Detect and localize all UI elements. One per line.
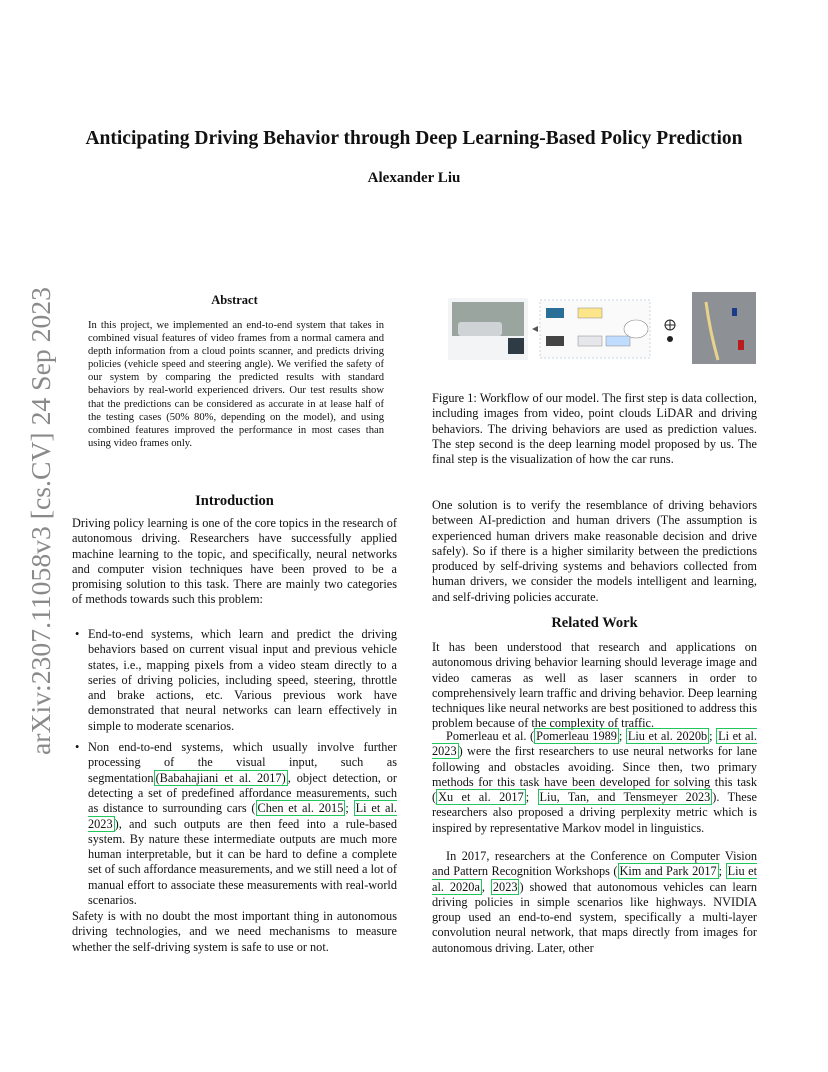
image-feature-icon <box>546 308 564 318</box>
lstm-block-icon <box>606 336 630 346</box>
citation-link[interactable]: (Babahajiani et al. 2017) <box>155 770 286 785</box>
paragraph-text: Pomerleau et al. ( <box>446 729 535 743</box>
approach-list <box>72 627 397 914</box>
blue-car-icon <box>732 308 737 316</box>
list-item-text: , object detection, or detecting a set of predefined affordance measurements, such as distance to surrounding cars ( <box>88 770 397 816</box>
citation-link[interactable]: Li et al. 2023 <box>88 801 397 831</box>
verification-paragraph: One solution is to verify the resemblance of driving behaviors between AI-prediction and human drivers (The assumption is experienced human drivers make reasonable decision and drive safely). So if there is a higher similarity between the predictions produced by self-driving systems and behaviors collected from human drivers, we consider the models intelligent and learning, and self-driving policies accurate. <box>432 498 757 604</box>
arrow-icon <box>532 326 538 332</box>
citation-separator: ; <box>618 729 626 743</box>
related-work-paragraph-1: It has been understood that research and applications on autonomous driving behavior learning should leverage image and video cameras as well as laser scanners in order to comprehensively learn traffic and driving behavior. Deep learning techniques like neural networks are best positioned to address this problem because of the complexity of traffic. <box>432 640 757 731</box>
citation-separator: ; <box>345 801 354 816</box>
related-work-paragraph-2 <box>432 729 757 836</box>
red-car-icon <box>738 340 744 350</box>
introduction-paragraph-2: Safety is with no doubt the most important thing in autonomous driving technologies, and we need mechanisms to measure whether the self-driving system is safe to use or not. <box>72 909 397 954</box>
visualization-panel <box>692 292 756 364</box>
feature-block-icon <box>578 336 602 346</box>
abstract-heading: Abstract <box>211 293 258 307</box>
citation-link[interactable]: Liu, Tan, and Tensmeyer 2023 <box>539 790 711 805</box>
list-item-text: Non end-to-end systems, which usually involve further processing of the visual input, such as segmentation <box>88 740 397 785</box>
paragraph-text: ). These researchers also proposed a driving perplexity metric which is inspired by representative Markov model in linguistics. <box>432 790 757 835</box>
citation-separator: ; <box>525 790 538 805</box>
citation-separator: ; <box>718 864 726 879</box>
citation-separator: , <box>481 879 491 894</box>
citation-link[interactable]: Li et al. 2023 <box>432 729 757 759</box>
paragraph-text: In 2017, researchers at the Conference on Computer Vision and Pattern Recognition Workshops ( <box>432 849 757 879</box>
paragraph-text: ) were the first researchers to use neural networks for lane following and obstacles avoiding. Since then, two primary methods for this task have been developed for solving this task ( <box>432 744 757 805</box>
paragraph-text: ) showed that autonomous vehicles can learn driving policies in simple scenarios like highways. NVIDIA group used an end-to-end system, specifically a multi-layer convolution neural network, that maps directly from images for autonomous driving. Later, other <box>432 879 758 955</box>
citation-link[interactable]: Liu et al. 2020a <box>432 864 757 894</box>
introduction-paragraph-1: Driving policy learning is one of the core topics in the research of autonomous driving. Researchers have successfully applied machine learning to the topic, and specifically, neural networks and computer vision techniques have been proved to be a promising solution to this task. There are mainly two categories of methods towards such this problem: <box>72 516 397 607</box>
list-item-text: ), and such outputs are then feed into a rule-based system. By nature these intermediate outputs are much more human interpretable, but it can be hard to define a complete set of such affordance measurements, and we still need a lot of manual effort to associate these measurements with real-world scenarios. <box>88 816 397 908</box>
citation-link[interactable]: Pomerleau 1989 <box>536 729 617 743</box>
citation-link[interactable]: Chen et al. 2015 <box>257 801 344 816</box>
author-name: Alexander Liu <box>367 170 461 186</box>
point-cloud-icon <box>546 336 564 346</box>
figure-caption: Figure 1: Workflow of our model. The first step is data collection, including images from video, point clouds LiDAR and driving behaviors. The driving behaviors are used as prediction values. The step second is the deep learning model proposed by us. The final step is the visualization of how the car runs. <box>432 391 757 467</box>
lidar-icon <box>508 338 524 354</box>
cnn-block-icon <box>578 308 602 318</box>
list-item-text: End-to-end systems, which learn and predict the driving behaviors based on current visual input and previous vehicle states, i.e., mapping pixels from a video steam directly to a series of driving policies, including speed, steering, throttle and brake actions, etc. Various previous work have demonstrated that neural networks can learn effectively in simple to moderate scenarios. <box>88 627 397 733</box>
output-dot-icon <box>667 336 673 342</box>
list-item-end-to-end <box>72 627 397 734</box>
policy-network-icon <box>624 320 648 338</box>
arxiv-identifier-text: arXiv:2307.11058v3 [cs.CV] 24 Sep 2023 <box>26 298 56 755</box>
arxiv-identifier-stamp <box>4 285 70 755</box>
citation-separator: ; <box>709 729 717 743</box>
citation-link[interactable]: Liu et al. 2020b <box>627 729 708 743</box>
related-work-heading: Related Work <box>551 615 638 631</box>
related-work-paragraph-3 <box>432 849 757 956</box>
citation-link[interactable]: Kim and Park 2017 <box>619 864 717 879</box>
introduction-heading: Introduction <box>195 493 274 509</box>
car-photo-icon <box>458 322 502 336</box>
workflow-figure <box>448 292 756 364</box>
citation-link[interactable]: Xu et al. 2017 <box>438 790 524 805</box>
paper-title: Anticipating Driving Behavior through Deep Learning-Based Policy Prediction <box>85 128 743 149</box>
list-item-non-end-to-end <box>72 740 397 908</box>
abstract-body: In this project, we implemented an end-to-end system that takes in combined visual features of video frames from a normal camera and depth information from a cloud points scanner, and predicts driving policies (vehicle speed and steering angle). We verified the safety of our system by comparing the predicted results with standard behaviors by real-world experienced drivers. Our test results show that the predictions can be considered as accurate in at lease half of the testing cases (50% 80%, depending on the model), and using combined features improved the performance in most cases than using video frames only. <box>88 320 384 449</box>
citation-link[interactable]: 2023 <box>492 879 518 894</box>
